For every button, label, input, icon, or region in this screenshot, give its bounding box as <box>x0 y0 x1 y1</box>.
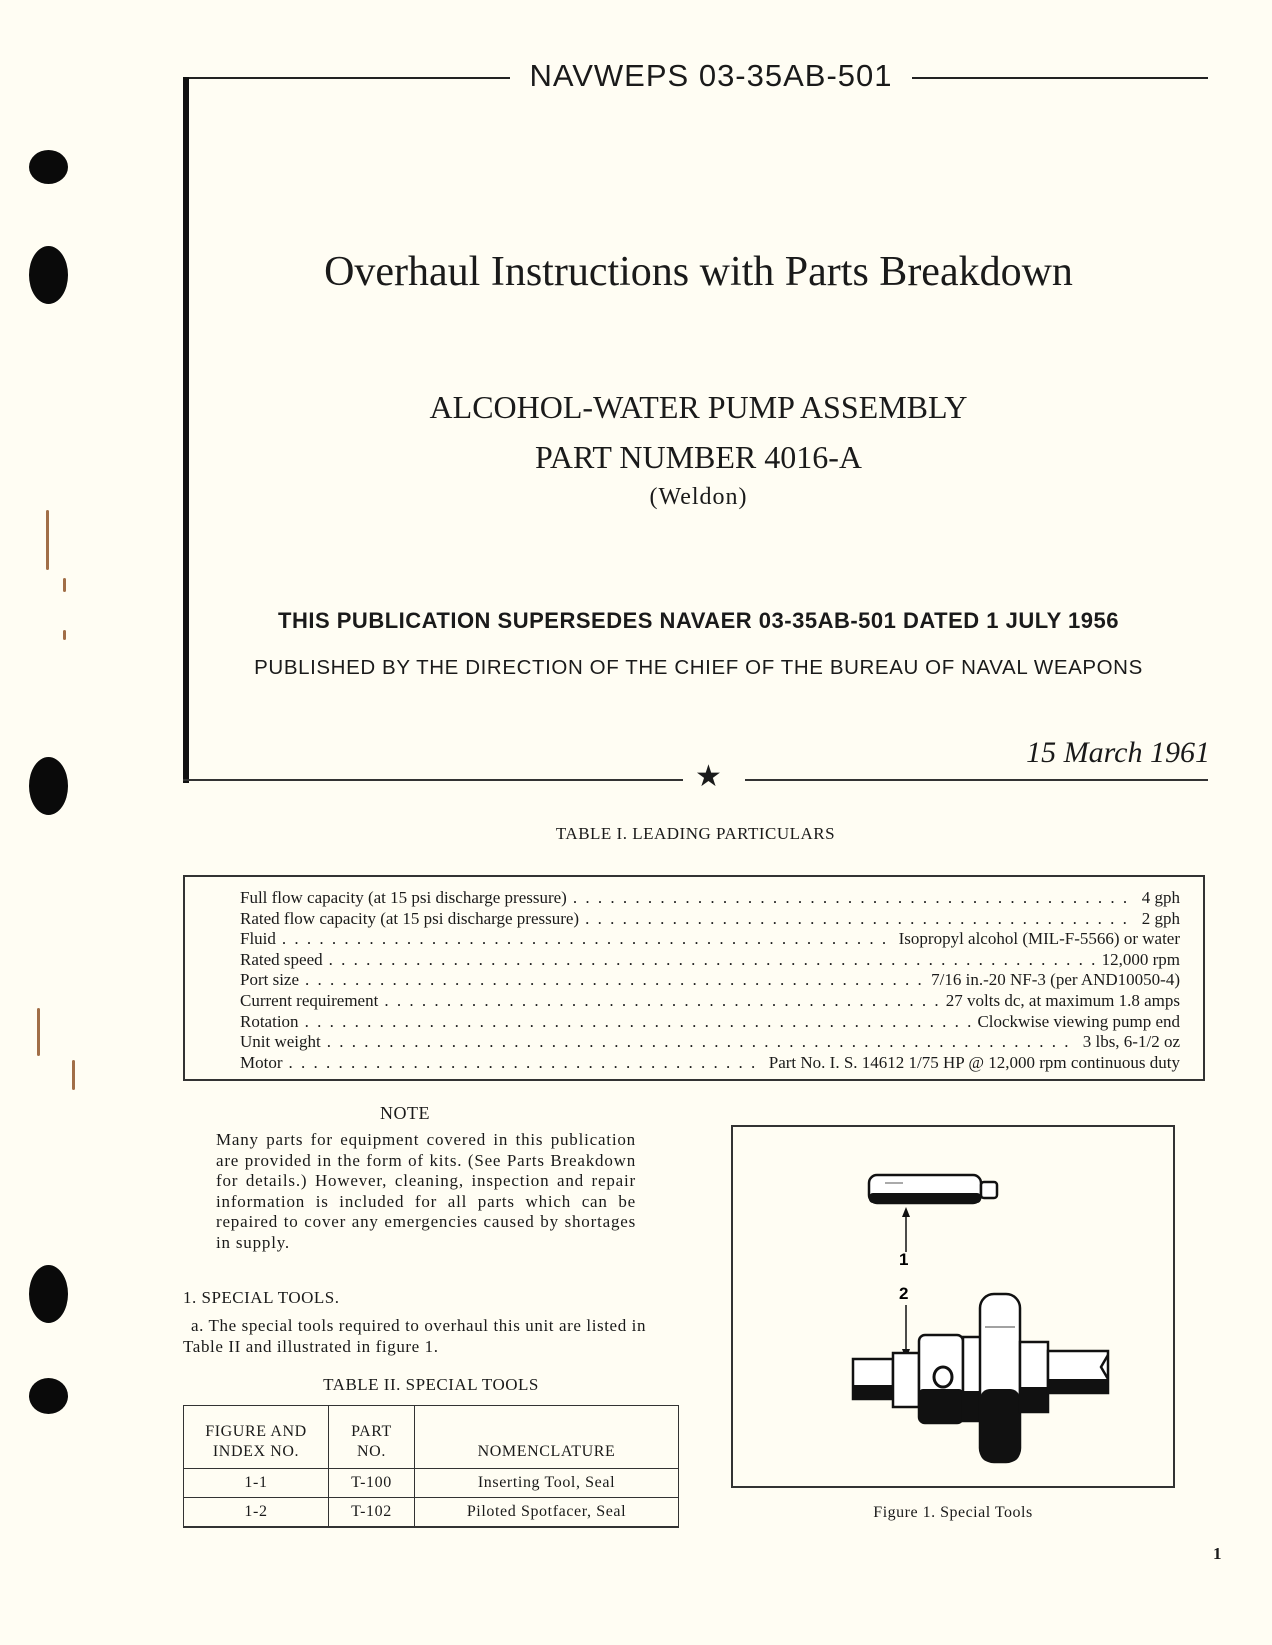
table1-rows <box>240 888 1180 1073</box>
table1-caption: TABLE I. LEADING PARTICULARS <box>555 824 836 843</box>
binder-hole <box>29 1265 68 1323</box>
inserting-tool-icon <box>869 1175 997 1203</box>
binder-hole <box>29 1378 68 1414</box>
particular-value: 4 gph <box>1141 888 1180 907</box>
table-row <box>240 950 1180 971</box>
binder-hole <box>29 246 68 304</box>
frame-rule <box>183 779 683 781</box>
paragraph-a: a. The special tools required to overhaul this unit are listed in Table II and illustrated in figure 1. <box>183 1316 647 1356</box>
table2-caption: TABLE II. SPECIAL TOOLS <box>323 1375 539 1394</box>
col-header-part <box>329 1406 415 1469</box>
page-stain <box>63 578 66 592</box>
section-heading: 1. SPECIAL TOOLS. <box>183 1288 340 1307</box>
table-row <box>184 1469 679 1498</box>
particular-value: 12,000 rpm <box>1101 949 1180 969</box>
col-header-index <box>184 1406 329 1469</box>
table-row <box>240 929 1180 950</box>
star-icon: ★ <box>695 760 722 793</box>
leader-dots <box>282 929 893 950</box>
publication-date: 15 March 1961 <box>1026 736 1210 769</box>
table-header-row <box>184 1406 679 1469</box>
subtitle-assembly: ALCOHOL-WATER PUMP ASSEMBLY <box>429 389 968 425</box>
particular-label: Rated flow capacity (at 15 psi discharge pressure) <box>240 908 580 928</box>
particular-label: Port size <box>240 970 300 990</box>
particular-value: 3 lbs, 6-1/2 oz <box>1082 1032 1180 1052</box>
cell-index: 1-2 <box>184 1498 329 1528</box>
particular-value: Part No. I. S. 14612 1/75 HP @ 12,000 rpm continuous duty <box>768 1052 1180 1072</box>
frame-rule <box>912 77 1208 79</box>
leader-dots <box>327 1032 1077 1053</box>
table-row <box>240 1012 1180 1033</box>
leader-dots <box>329 950 1096 971</box>
header-line: PART <box>351 1423 392 1440</box>
published-by: PUBLISHED BY THE DIRECTION OF THE CHIEF OF THE BUREAU OF NAVAL WEAPONS <box>254 656 1143 679</box>
cell-index: 1-1 <box>184 1469 329 1498</box>
cell-name: Piloted Spotfacer, Seal <box>415 1498 679 1528</box>
table-row <box>240 909 1180 930</box>
particular-label: Rated speed <box>240 949 323 969</box>
frame-rule <box>745 779 1208 781</box>
table-row <box>240 888 1180 909</box>
page-number: 1 <box>1213 1544 1222 1563</box>
note-body: Many parts for equipment covered in this publication are provided in the form of kits. (See Parts Breakdown for details.) However, cleaning, inspection and repair information is included for all parts which can be repaired to cover any emergencies caused by shortages in supply. <box>216 1130 636 1252</box>
table-row <box>240 991 1180 1012</box>
cell-part: T-102 <box>329 1498 415 1528</box>
particular-label: Rotation <box>240 1011 299 1031</box>
table-row <box>240 1053 1180 1074</box>
leader-dots <box>305 1012 972 1033</box>
particular-label: Motor <box>240 1052 283 1072</box>
particular-value: 27 volts dc, at maximum 1.8 amps <box>945 990 1180 1010</box>
document-number: NAVWEPS 03-35AB-501 <box>529 58 893 93</box>
page-subtitle <box>189 382 1208 482</box>
cell-part: T-100 <box>329 1469 415 1498</box>
special-tools-table <box>183 1405 679 1528</box>
special-tools-illustration <box>733 1127 1173 1486</box>
leader-dots <box>289 1053 763 1074</box>
piloted-spotfacer-icon <box>853 1294 1108 1462</box>
binder-hole <box>29 150 68 184</box>
particular-label: Full flow capacity (at 15 psi discharge pressure) <box>240 888 567 907</box>
page-stain <box>37 1008 40 1056</box>
header-line: FIGURE AND <box>205 1423 307 1440</box>
page-title: Overhaul Instructions with Parts Breakdown <box>324 249 1073 295</box>
page-stain <box>72 1060 75 1090</box>
particular-label: Fluid <box>240 929 276 949</box>
col-header-nomenclature: NOMENCLATURE <box>415 1406 679 1469</box>
leader-dots <box>384 991 939 1012</box>
note-heading: NOTE <box>380 1103 430 1123</box>
leader-dots <box>573 888 1136 909</box>
cell-name: Inserting Tool, Seal <box>415 1469 679 1498</box>
particular-value: 7/16 in.-20 NF-3 (per AND10050-4) <box>931 970 1180 990</box>
header-line: INDEX NO. <box>212 1443 300 1460</box>
table-row <box>240 1032 1180 1053</box>
particular-value: Isopropyl alcohol (MIL-F-5566) or water <box>898 929 1180 949</box>
callout-1: 1 <box>899 1250 909 1269</box>
manufacturer: (Weldon) <box>649 484 748 510</box>
page-stain <box>46 510 49 570</box>
figure1-frame <box>731 1125 1175 1488</box>
leader-dots <box>305 970 925 991</box>
leader-dots <box>585 909 1136 930</box>
binder-hole <box>29 757 68 815</box>
particular-value: 2 gph <box>1141 908 1180 928</box>
table-row <box>240 970 1180 991</box>
subtitle-part-number: PART NUMBER 4016-A <box>534 439 863 475</box>
figure1-caption: Figure 1. Special Tools <box>873 1504 1033 1521</box>
table-row <box>184 1498 679 1528</box>
page-stain <box>63 630 66 640</box>
particular-value: Clockwise viewing pump end <box>977 1011 1180 1031</box>
callout-2: 2 <box>899 1284 909 1303</box>
particular-label: Unit weight <box>240 1032 321 1052</box>
supersedes-notice: THIS PUBLICATION SUPERSEDES NAVAER 03-35AB-501 DATED 1 JULY 1956 <box>278 608 1119 633</box>
particular-label: Current requirement <box>240 990 379 1010</box>
header-line: NO. <box>357 1443 386 1460</box>
frame-rule <box>185 77 510 79</box>
